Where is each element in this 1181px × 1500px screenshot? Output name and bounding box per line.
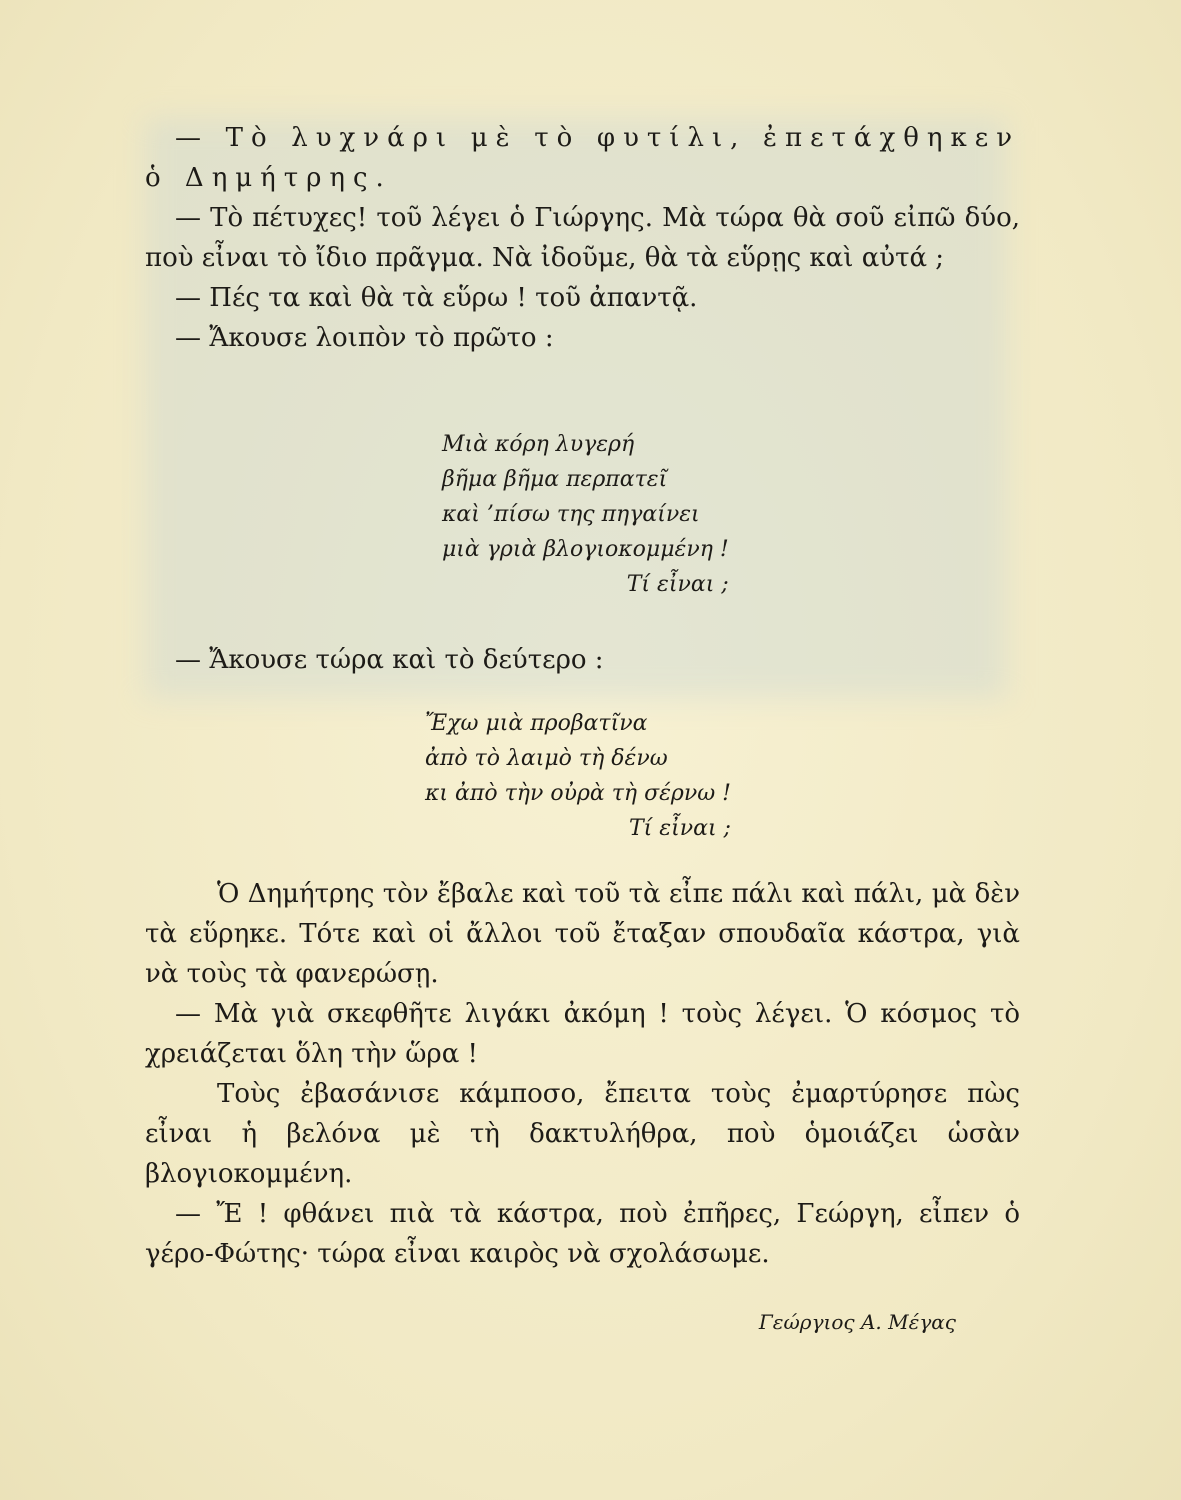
- paragraph-3: Τοὺς ἐβασάνισε κάμποσο, ἔπειτα τοὺς ἐμαρτύρησε πὼς εἶναι ἡ βελόνα μὲ τὴ δακτυλήθρα, ποὺ ὁμοιάζει ὡσὰν βλογιοκομμένη.: [145, 1079, 1020, 1189]
- riddle-1-question: Τί εἶναι ;: [626, 572, 729, 597]
- riddle-2: [425, 706, 731, 846]
- riddle-1-line: καὶ ’πίσω της πηγαίνει: [442, 502, 700, 527]
- paragraph-4: — Ἔ ! φθάνει πιὰ τὰ κάστρα, ποὺ ἐπῆρες, Γεώργη, εἶπεν ὁ γέρο-Φώτης· τώρα εἶναι καιρὸς νὰ σχολάσωμε.: [145, 1199, 1020, 1269]
- dialogue-line-1: — Τὸ λυχνάρι μὲ τὸ φυτίλι, ἐπετάχθηκεν ὁ Δημήτρης.: [145, 123, 1020, 193]
- dialogue-line-3: — Πές τα καὶ θὰ τὰ εὕρω ! τοῦ ἀπαντᾷ.: [175, 283, 698, 313]
- riddle-2-question: Τί εἶναι ;: [628, 816, 731, 841]
- author-signature: Γεώργιος Α. Μέγας: [758, 1310, 956, 1334]
- paragraph-2: — Μὰ γιὰ σκεφθῆτε λιγάκι ἀκόμη ! τοὺς λέγει. Ὁ κόσμος τὸ χρειάζεται ὅλη τὴν ὥρα !: [145, 999, 1020, 1069]
- dialogue-line-4: — Ἄκουσε λοιπὸν τὸ πρῶτο :: [175, 323, 554, 353]
- paragraphs-bottom: [145, 874, 1020, 1274]
- paragraph-1: Ὁ Δημήτρης τὸν ἔβαλε καὶ τοῦ τὰ εἶπε πάλι καὶ πάλι, μὰ δὲν τὰ εὕρηκε. Τότε καὶ οἱ ἄλλοι τοῦ ἔταξαν σπουδαῖα κάστρα, γιὰ νὰ τοὺς τὰ φανερώσῃ.: [145, 879, 1020, 989]
- riddle-1-line: Μιὰ κόρη λυγερή: [442, 432, 635, 457]
- intro-2: — Ἄκουσε τώρα καὶ τὸ δεύτερο :: [175, 645, 604, 675]
- dialogue-line-2: — Τὸ πέτυχες! τοῦ λέγει ὁ Γιώργης. Μὰ τώρα θὰ σοῦ εἰπῶ δύο, ποὺ εἶναι τὸ ἴδιο πρᾶγμα. Νὰ ἰδοῦμε, θὰ τὰ εὕρῃς καὶ αὐτά ;: [145, 203, 1020, 273]
- riddle-2-line: Ἔχω μιὰ προβατῖνα: [425, 711, 648, 736]
- intro-2-block: [145, 640, 1020, 680]
- riddle-1-line: βῆμα βῆμα περπατεῖ: [442, 467, 668, 492]
- riddle-2-line: ἀπὸ τὸ λαιμὸ τὴ δένω: [425, 746, 668, 771]
- riddle-1-line: μιὰ γριὰ βλογιοκομμένη !: [442, 537, 729, 562]
- riddle-1: [442, 427, 729, 602]
- dialogue-top: [145, 118, 1020, 358]
- riddle-2-line: κι ἀπὸ τὴν οὐρὰ τὴ σέρνω !: [425, 781, 731, 806]
